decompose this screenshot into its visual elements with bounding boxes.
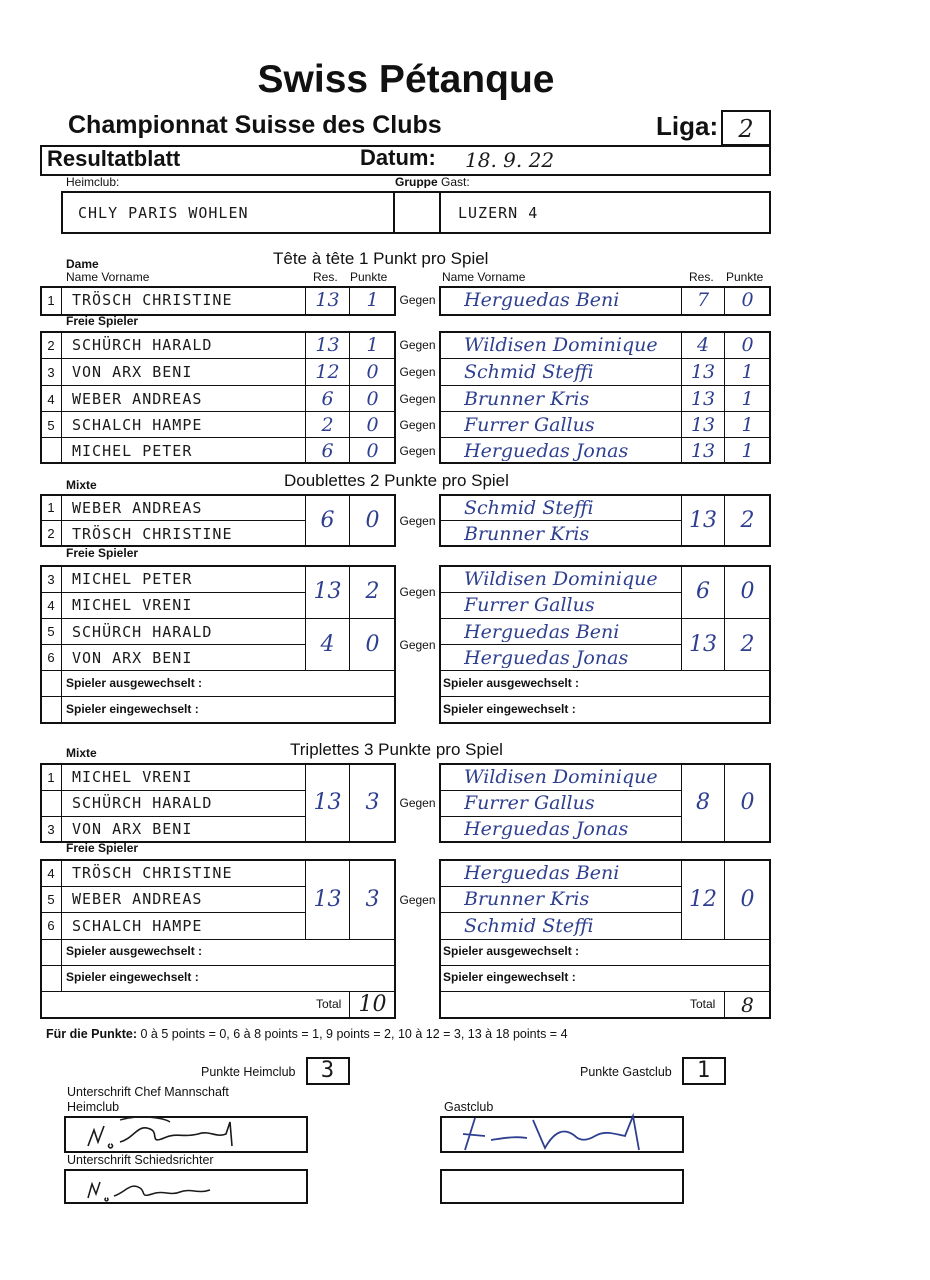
doub-home-pts: 0 (365, 507, 380, 533)
trip-guest-name: Herguedas Jonas (464, 820, 629, 839)
punkte-gast-label: Punkte Gastclub (580, 1065, 672, 1079)
tete-home-res: 12 (315, 360, 340, 383)
subtitle: Championnat Suisse des Clubs (68, 111, 442, 139)
doub-home-pts: 2 (365, 579, 380, 604)
doub-ein-guest: Spieler eingewechselt : (443, 702, 576, 716)
tete-home-res: 2 (321, 413, 334, 436)
tete-gegen-label: Gegen (399, 392, 436, 406)
schiedsrichter-signature (80, 1172, 230, 1204)
tete-guest-res: 7 (696, 288, 710, 311)
tete-title: Tête à tête 1 Punkt pro Spiel (273, 249, 489, 268)
tete-guest-pts: 1 (741, 439, 754, 462)
gast-value: LUZERN 4 (458, 204, 539, 222)
doub-home-res: 13 (313, 579, 342, 604)
tete-home-pts: 0 (366, 387, 379, 410)
sheet-label: Resultatblatt (47, 146, 181, 171)
doub-home-name: WEBER ANDREAS (72, 499, 203, 517)
trip-guest-res: 8 (696, 790, 710, 815)
heimclub-value: CHLY PARIS WOHLEN (78, 204, 249, 222)
datum-value: 18. 9. 22 (465, 148, 555, 172)
tete-home-name: MICHEL PETER (72, 442, 193, 460)
tete-guest-name: Herguedas Beni (464, 291, 620, 310)
doub-row-num: 4 (47, 597, 55, 613)
doub-row-num: 1 (47, 500, 55, 516)
doub-row-num: 2 (47, 525, 55, 541)
tete-guest-pts: 1 (741, 387, 754, 410)
gast-label: Gast: (441, 175, 470, 189)
doub-home-res: 4 (320, 631, 335, 657)
tete-home-pts: 0 (366, 439, 379, 462)
trip-row-num: 1 (47, 769, 55, 785)
tete-guest-name: Herguedas Jonas (464, 442, 629, 461)
trip-row-num: 3 (47, 821, 55, 837)
mixte-label-triplettes: Mixte (66, 746, 97, 760)
doub-guest-name: Schmid Steffi (464, 499, 594, 518)
name-header-home: Name Vorname (66, 270, 150, 284)
doub-aus-home: Spieler ausgewechselt : (66, 676, 203, 690)
tete-guest-res: 13 (690, 387, 716, 410)
doublettes-title: Doublettes 2 Punkte pro Spiel (284, 471, 509, 490)
doub-guest-name: Wildisen Dominique (464, 570, 658, 589)
tete-guest-name: Schmid Steffi (464, 363, 594, 382)
tete-row-num: 3 (47, 364, 55, 380)
doub-home-name: TRÖSCH CHRISTINE (72, 524, 233, 543)
doub-guest-pts: 0 (740, 579, 755, 604)
tete-home-name: SCHÜRCH HARALD (72, 336, 213, 354)
gastclub-signature (455, 1110, 665, 1155)
tete-guest-pts: 1 (741, 360, 754, 383)
gruppe-box (393, 191, 441, 234)
trip-home-name: TRÖSCH CHRISTINE (72, 864, 233, 882)
punkte-heim-value: 3 (320, 1058, 336, 1083)
tete-guest-name: Wildisen Dominique (464, 336, 658, 355)
doub-home-name: VON ARX BENI (72, 648, 193, 667)
trip-ein-guest: Spieler eingewechselt : (443, 970, 576, 984)
total-label-home: Total (316, 997, 342, 1011)
doub-guest-res: 13 (689, 631, 717, 657)
doub-home-res: 6 (320, 507, 335, 533)
tete-home-pts: 1 (366, 333, 379, 356)
tete-home-pts: 0 (366, 360, 379, 383)
tete-gegen-label: Gegen (399, 418, 436, 432)
total-home: 10 (358, 992, 387, 1017)
trip-row-num: 5 (47, 891, 55, 907)
doub-gegen-label: Gegen (399, 513, 436, 528)
tete-home-name: WEBER ANDREAS (72, 390, 203, 408)
trip-home-name: MICHEL VRENI (72, 768, 193, 786)
trip-row-num: 4 (47, 865, 55, 881)
mixte-label-doublettes: Mixte (66, 478, 97, 492)
freie-spieler-label: Freie Spieler (66, 314, 139, 328)
doub-row-num: 3 (47, 571, 55, 587)
doub-row-num: 5 (47, 624, 55, 640)
res-header-home: Res. (313, 270, 338, 284)
liga-label: Liga: (656, 111, 719, 141)
tete-home-name: TRÖSCH CHRISTINE (72, 291, 233, 309)
tete-home-res: 13 (315, 333, 340, 356)
liga-value: 2 (738, 115, 754, 143)
doub-guest-name: Herguedas Beni (464, 623, 620, 642)
trip-home-res: 13 (313, 886, 342, 912)
punkte-header-guest: Punkte (726, 270, 764, 284)
total-guest: 8 (741, 993, 754, 1017)
tete-row-num (41, 438, 61, 464)
heimclub-sign-label: Heimclub (67, 1100, 120, 1114)
doub-ein-home: Spieler eingewechselt : (66, 702, 199, 716)
gastclub-sign-label: Gastclub (444, 1100, 494, 1114)
doub-home-pts: 0 (365, 631, 380, 657)
tete-gegen-label: Gegen (399, 338, 436, 352)
schiedsrichter-label: Unterschrift Schiedsrichter (67, 1153, 214, 1167)
doub-aus-guest: Spieler ausgewechselt : (443, 676, 580, 690)
res-header-guest: Res. (689, 270, 714, 284)
doub-row-num: 6 (47, 649, 55, 665)
trip-guest-name: Herguedas Beni (464, 864, 620, 883)
trip-guest-name: Schmid Steffi (464, 916, 594, 936)
doub-home-name: SCHÜRCH HARALD (72, 623, 213, 641)
trip-home-pts: 3 (365, 886, 380, 912)
trip-ein-home: Spieler eingewechselt : (66, 970, 199, 984)
total-label-guest: Total (690, 997, 716, 1011)
trip-aus-home: Spieler ausgewechselt : (66, 944, 203, 958)
doub-guest-pts: 2 (740, 631, 755, 657)
tete-guest-pts: 0 (741, 288, 754, 311)
tete-row-num: 5 (47, 417, 55, 433)
tete-guest-name: Brunner Kris (464, 390, 590, 409)
trip-home-pts: 3 (365, 790, 380, 815)
points-legend (46, 1028, 568, 1041)
tete-home-pts: 1 (366, 288, 379, 311)
trip-row-num (41, 790, 61, 816)
punkte-heim-label: Punkte Heimclub (201, 1065, 296, 1079)
dame-label: Dame (66, 257, 99, 271)
schiedsrichter-guest-box (440, 1169, 684, 1204)
triplettes-title: Triplettes 3 Punkte pro Spiel (290, 740, 503, 759)
doub-guest-name: Brunner Kris (464, 524, 590, 544)
trip-aus-guest: Spieler ausgewechselt : (443, 944, 580, 958)
heimclub-signature (80, 1108, 260, 1153)
trip-home-name: WEBER ANDREAS (72, 890, 203, 909)
name-header-guest: Name Vorname (442, 270, 526, 284)
tete-home-res: 13 (315, 288, 340, 311)
trip-home-name: VON ARX BENI (72, 820, 193, 838)
trip-row-num: 6 (47, 918, 55, 934)
tete-gegen-label: Gegen (399, 365, 436, 379)
doub-gegen-label: Gegen (399, 637, 436, 652)
trip-guest-name: Furrer Gallus (464, 794, 595, 813)
datum-label: Datum: (360, 145, 436, 170)
doub-guest-res: 13 (689, 507, 717, 533)
trip-home-name: SCHALCH HAMPE (72, 916, 203, 935)
tete-guest-pts: 0 (741, 333, 754, 356)
tete-guest-res: 13 (690, 360, 716, 383)
freie-spieler-label-doub: Freie Spieler (66, 546, 139, 560)
doub-gegen-label: Gegen (399, 585, 436, 599)
trip-guest-name: Wildisen Dominique (464, 768, 658, 787)
trip-home-name: SCHÜRCH HARALD (72, 794, 213, 812)
tete-guest-pts: 1 (741, 413, 754, 436)
tete-guest-name: Furrer Gallus (464, 416, 595, 435)
trip-home-res: 13 (313, 790, 342, 815)
points-legend-label: Für die Punkte: (46, 1027, 137, 1041)
doub-guest-name: Furrer Gallus (464, 596, 595, 615)
punkte-header-home: Punkte (350, 270, 388, 284)
trip-guest-pts: 0 (740, 886, 755, 912)
unterschrift-chef-label: Unterschrift Chef Mannschaft (67, 1085, 229, 1099)
tete-gegen-label: Gegen (399, 293, 436, 307)
doub-home-name: MICHEL VRENI (72, 596, 193, 614)
tete-row-num: 2 (47, 337, 55, 353)
trip-guest-pts: 0 (740, 790, 755, 815)
tete-home-name: VON ARX BENI (72, 363, 193, 381)
tete-guest-res: 13 (690, 413, 716, 436)
freie-spieler-label-trip: Freie Spieler (66, 841, 139, 855)
tete-row-num: 1 (47, 292, 55, 308)
trip-gegen-label: Gegen (399, 892, 436, 907)
tete-guest-res: 4 (696, 333, 710, 356)
points-legend-text: 0 à 5 points = 0, 6 à 8 points = 1, 9 points = 2, 10 à 12 = 3, 13 à 18 points = 4 (140, 1027, 568, 1041)
punkte-gast-value: 1 (696, 1058, 712, 1083)
tete-guest-res: 13 (690, 439, 716, 462)
page-title: Swiss Pétanque (257, 58, 555, 101)
doub-guest-res: 6 (696, 579, 710, 604)
doub-home-name: MICHEL PETER (72, 570, 193, 588)
tete-gegen-label: Gegen (399, 444, 436, 458)
heimclub-label: Heimclub: (66, 175, 120, 189)
doub-guest-pts: 2 (740, 507, 755, 533)
tete-home-res: 6 (321, 439, 334, 462)
tete-row-num: 4 (47, 391, 55, 407)
doub-guest-name: Herguedas Jonas (464, 648, 629, 668)
tete-home-pts: 0 (366, 413, 379, 436)
trip-guest-res: 12 (689, 886, 717, 912)
gruppe-label: Gruppe (395, 176, 438, 188)
trip-guest-name: Brunner Kris (464, 890, 590, 910)
tete-home-name: SCHALCH HAMPE (72, 416, 203, 434)
trip-gegen-label: Gegen (399, 796, 436, 810)
tete-home-res: 6 (321, 387, 334, 410)
